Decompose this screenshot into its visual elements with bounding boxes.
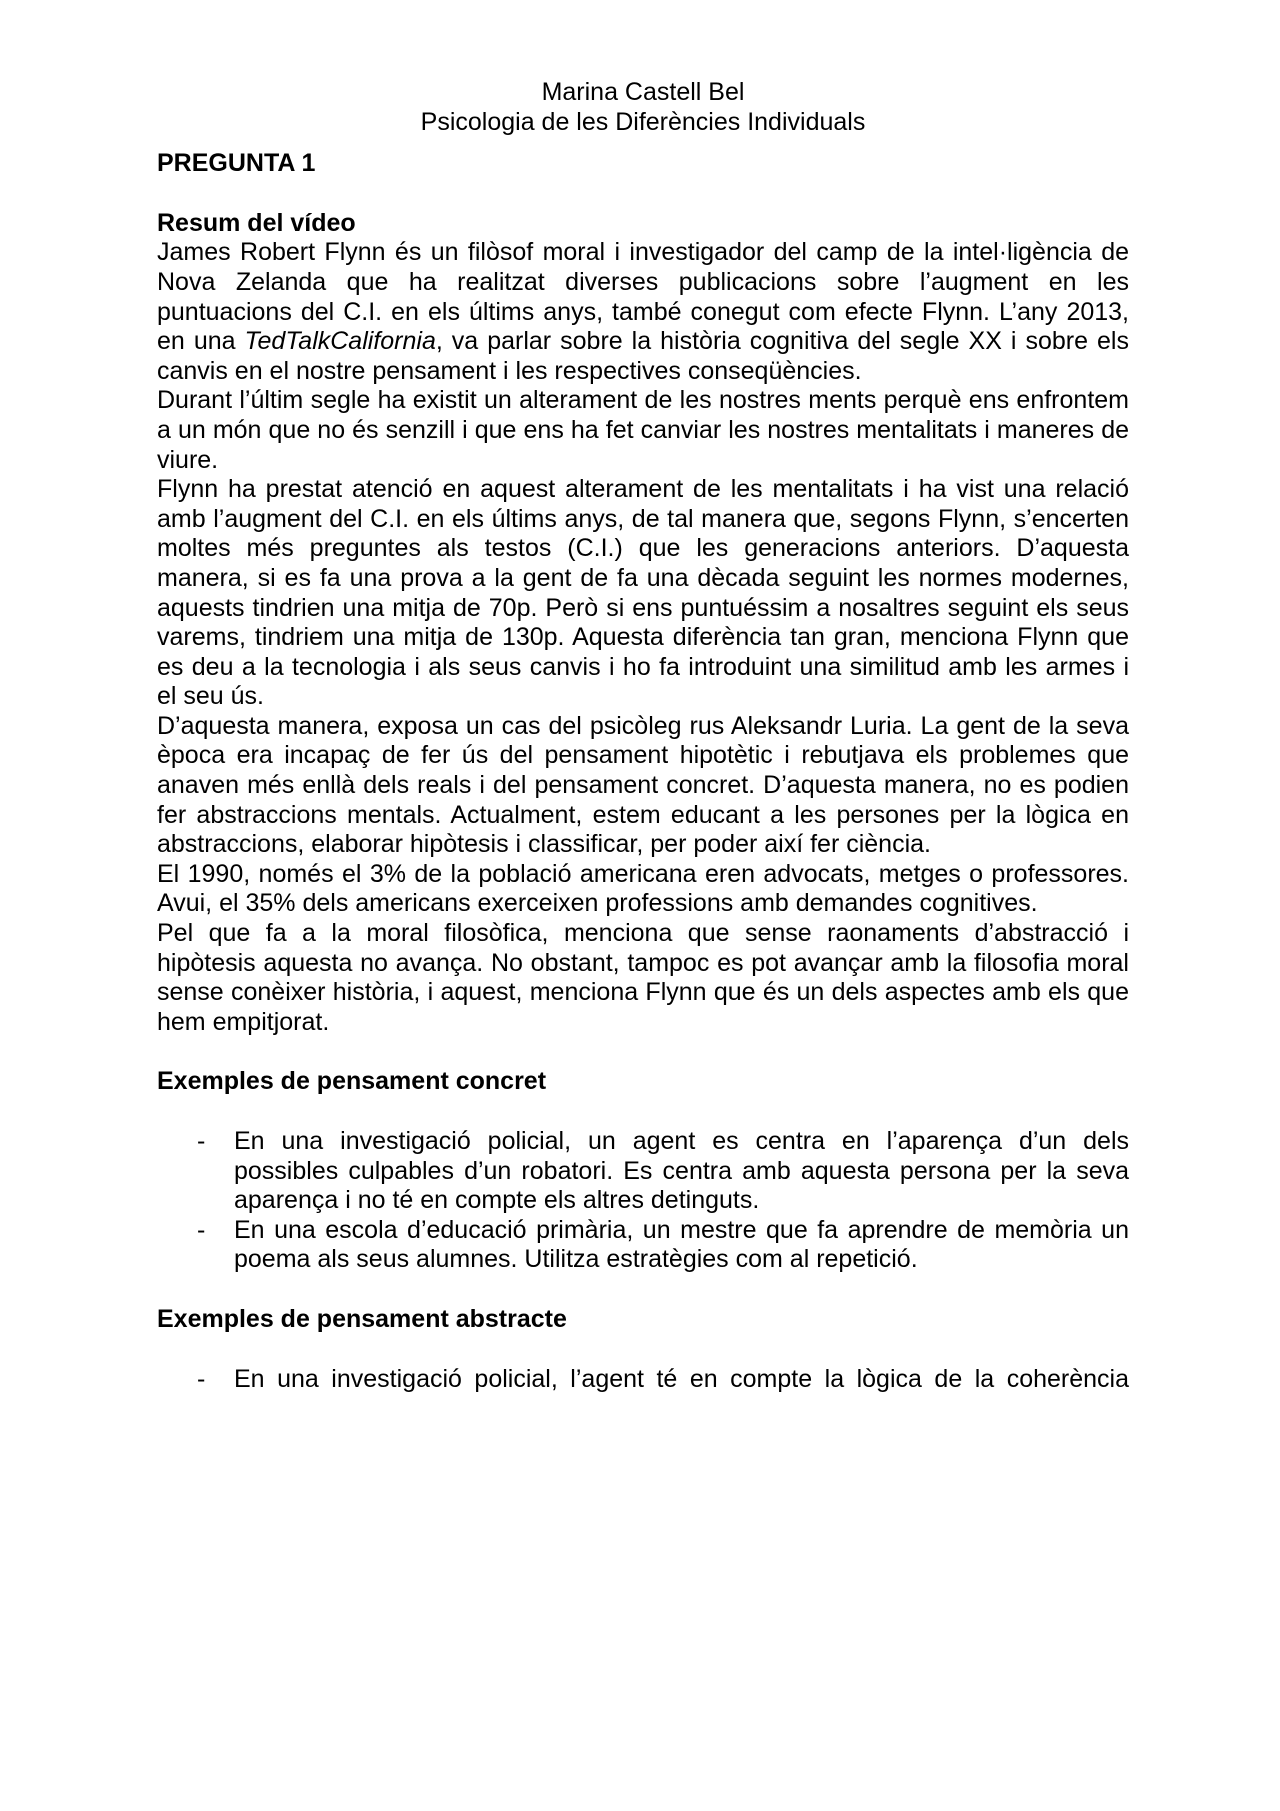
summary-paragraph-3: Flynn ha prestat atenció en aquest alterament de les mentalitats i ha vist una relació amb l’augment del C.I. en els últims anys, de tal manera que, segons Flynn, s’encerten moltes més preguntes als testos (C.I.) que les generacions anteriors. D’aquesta manera, si es fa una prova a la gent de fa una dècada seguint les normes modernes, aquests tindrien una mitja de 70p. Però si ens puntuéssim a nosaltres seguint els seus varems, tindriem una mitja de 130p. Aquesta diferència tan gran, menciona Flynn que es deu a la tecnologia i als seus canvis i ho fa introduint una similitud amb les armes i el seu ús. xyxy=(157,475,1129,711)
summary-paragraph-6: Pel que fa a la moral filosòfica, menciona que sense raonaments d’abstracció i hipòtesis aquesta no avança. No obstant, tampoc es pot avançar amb la filosofia moral sense conèixer història, i aquest, menciona Flynn que és un dels aspectes amb els que hem empitjorat. xyxy=(157,919,1129,1036)
document-header xyxy=(157,78,1129,137)
list-item-text: En una investigació policial, l’agent té en compte la lògica de la coherència xyxy=(234,1364,1129,1393)
author-name: Marina Castell Bel xyxy=(541,78,745,106)
summary-p1-text-b: , va parlar sobre la història cognitiva del segle XX i sobre els canvis en el nostre pensament i les respectives conseqüències. xyxy=(157,327,1129,385)
concrete-examples-list xyxy=(157,1127,1129,1275)
summary-paragraph-5: El 1990, només el 3% de la població americana eren advocats, metges o professores. Avui, el 35% dels americans exerceixen professions amb demandes cognitives. xyxy=(157,859,1129,918)
abstract-heading: Exemples de pensament abstracte xyxy=(157,1304,567,1333)
summary-paragraph-4: D’aquesta manera, exposa un cas del psicòleg rus Aleksandr Luria. La gent de la seva època era incapaç de fer ús del pensament hipotètic i rebutjava els problemes que anaven més enllà dels reals i del pensament concret. D’aquesta manera, no es podien fer abstraccions mentals. Actualment, estem educant a les persones per la lògica en abstraccions, elaborar hipòtesis i classificar, per poder així fer ciència. xyxy=(157,711,1129,859)
list-item-text: En una escola d’educació primària, un mestre que fa aprendre de memòria un poema als seus alumnes. Utilitza estratègies com al repetició. xyxy=(234,1215,1129,1274)
question-title: PREGUNTA 1 xyxy=(157,149,316,178)
summary-p1-text-a: James Robert Flynn és un filòsof moral i investigador del camp de la intel·ligència de Nova Zelanda que ha realitzat diverses publicacions sobre l’augment en les puntuacions del C.I. en els últims anys, també conegut com efecte Flynn. L’any 2013, en una xyxy=(157,238,1129,356)
course-name: Psicologia de les Diferències Individuals xyxy=(420,107,866,136)
list-item xyxy=(157,1127,1129,1216)
abstract-examples-list xyxy=(157,1365,1129,1395)
list-dash: - xyxy=(197,1215,206,1244)
document-page xyxy=(157,78,1129,1394)
list-dash: - xyxy=(197,1127,206,1155)
summary-heading: Resum del vídeo xyxy=(157,208,356,237)
list-item-text: En una investigació policial, un agent es centra en l’aparença d’un dels possibles culpables d’un robatori. Es centra amb aquesta persona per la seva aparença i no té en compte els altres detinguts. xyxy=(234,1127,1129,1215)
summary-paragraph-2: Durant l’últim segle ha existit un alterament de les nostres ments perquè ens enfrontem a un món que no és senzill i que ens ha fet canviar les nostres mentalitats i maneres de viure. xyxy=(157,386,1129,474)
concrete-heading: Exemples de pensament concret xyxy=(157,1067,547,1096)
list-dash: - xyxy=(197,1364,206,1393)
list-item xyxy=(157,1216,1129,1275)
list-item xyxy=(157,1365,1129,1395)
talk-title: TedTalkCalifornia xyxy=(244,327,436,356)
summary-paragraph-1 xyxy=(157,238,1129,386)
